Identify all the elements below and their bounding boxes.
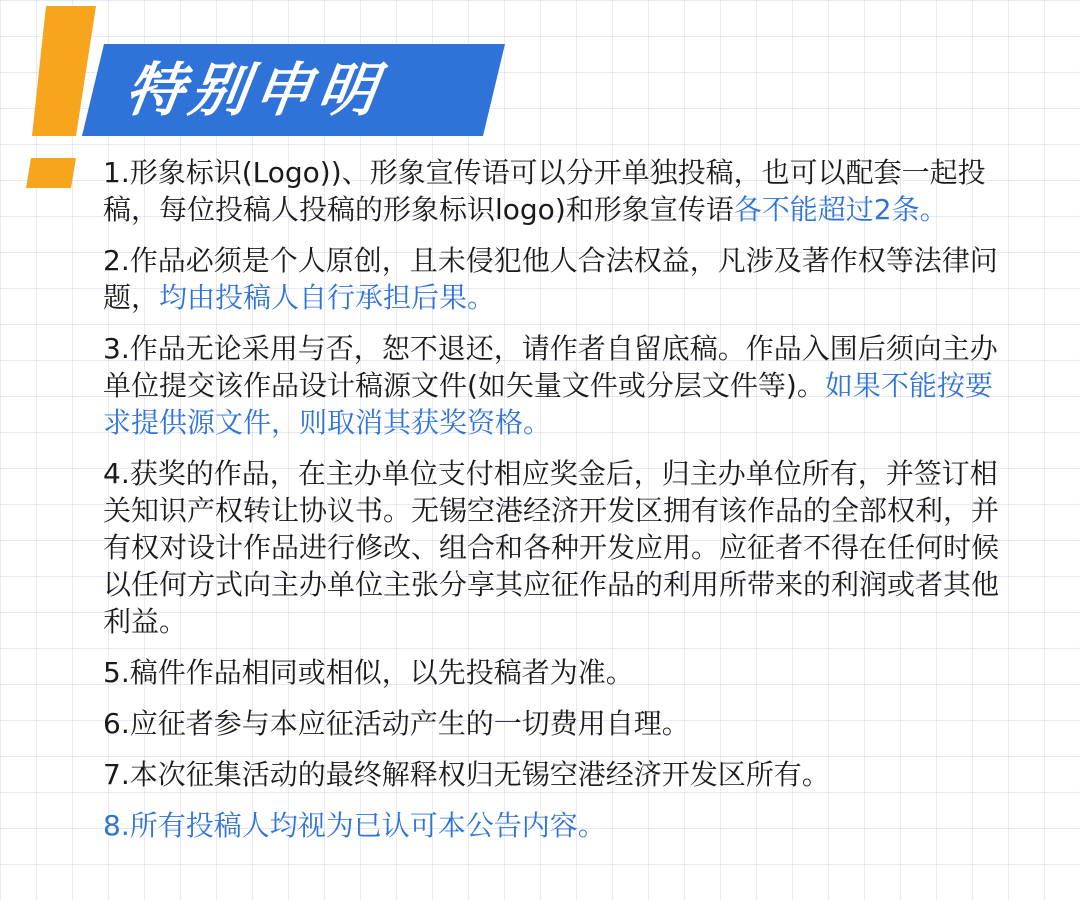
notice-item-8-highlight: 8.所有投稿人均视为已认可本公告内容。 <box>103 809 606 842</box>
notice-item-3-text: 3.作品无论采用与否，恕不退还，请作者自留底稿。作品入围后须向主办单位提交该作品设计稿源文件(如矢量文件或分层文件等)。 <box>103 332 998 402</box>
exclamation-icon <box>26 6 96 191</box>
notice-item-2-text: 2.作品必须是个人原创，且未侵犯他人合法权益，凡涉及著作权等法律问题， <box>103 244 998 314</box>
page-title: 特别申明 <box>121 56 387 124</box>
notice-item-6 <box>103 705 1003 742</box>
notice-item-1-text: 1.形象标识(Logo))、形象宣传语可以分开单独投稿，也可以配套一起投稿，每位投稿人投稿的形象标识logo)和形象宣传语 <box>103 156 986 226</box>
title-banner <box>82 44 505 136</box>
notice-list <box>103 154 1003 858</box>
notice-item-2-highlight: 均由投稿人自行承担后果。 <box>159 281 496 314</box>
notice-item-6-text: 6.应征者参与本应征活动产生的一切费用自理。 <box>103 707 690 740</box>
notice-item-3-highlight: 如果不能按要求提供源文件，则取消其获奖资格。 <box>103 369 993 439</box>
notice-item-7-text: 7.本次征集活动的最终解释权归无锡空港经济开发区所有。 <box>103 758 830 791</box>
notice-item-5 <box>103 654 1003 691</box>
notice-item-1-highlight: 各不能超过2条。 <box>733 193 948 226</box>
notice-item-4 <box>103 455 1003 640</box>
notice-item-4-text: 4.获奖的作品，在主办单位支付相应奖金后，归主办单位所有，并签订相关知识产权转让协议书。无锡空港经济开发区拥有该作品的全部权利，并有权对设计作品进行修改、组合和各种开发应用。应征者不得在任何时候以任何方式向主办单位主张分享其应征作品的利用所带来的利润或者其他利益。 <box>103 457 1000 638</box>
notice-item-3 <box>103 330 1003 441</box>
notice-item-2 <box>103 242 1003 316</box>
notice-item-8 <box>103 807 1003 844</box>
notice-item-7 <box>103 756 1003 793</box>
notice-item-1 <box>103 154 1003 228</box>
notice-item-5-text: 5.稿件作品相同或相似，以先投稿者为准。 <box>103 656 634 689</box>
